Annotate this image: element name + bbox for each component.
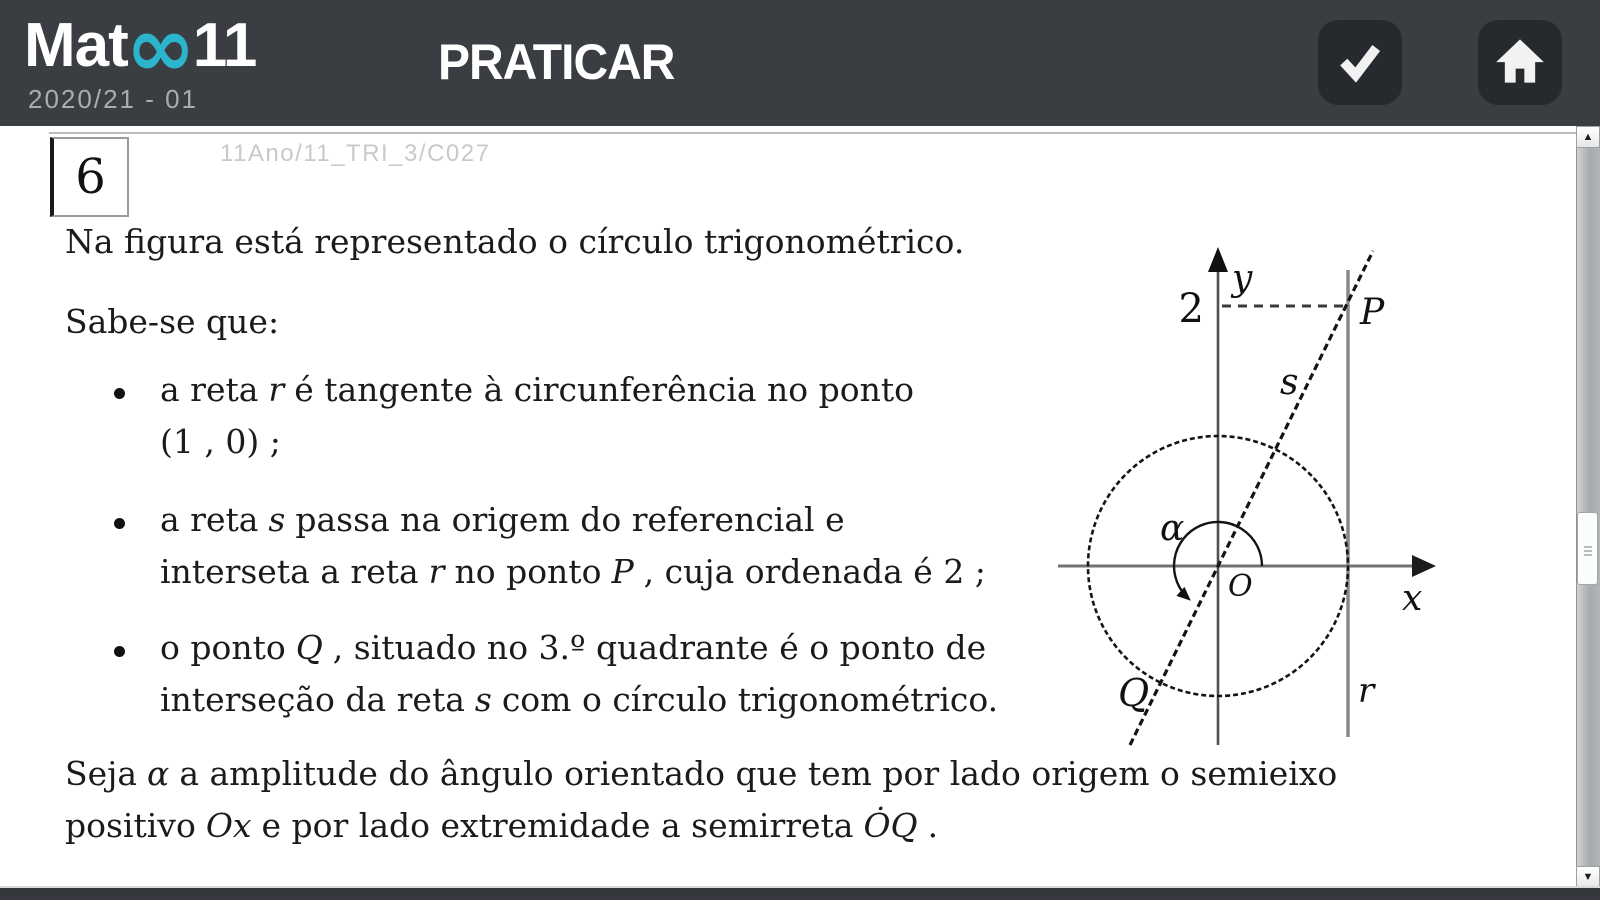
math-var-s: s [268,500,286,539]
label-alpha: α [1160,508,1185,549]
content-area [0,126,1576,886]
math-var-r: r [268,370,285,409]
closing-line-2 [65,806,938,845]
bottom-bar [0,886,1600,900]
home-button[interactable] [1478,20,1562,105]
intro-text: Na figura está representado o círculo trigonométrico. [65,222,965,261]
label-r: r [1358,671,1375,711]
bullet-1-line-2 [160,422,281,461]
y-axis-arrow [1208,247,1228,272]
x-axis-arrow [1412,555,1436,577]
scroll-up-button[interactable] [1576,126,1600,148]
text-segment: é tangente à circunferência no ponto [294,370,915,409]
session-label: 2020/21 - 01 [28,84,199,114]
question-code: 11Ano/11_TRI_3/C027 [220,140,491,167]
label-y-axis: y [1232,258,1253,299]
infinity-icon: ∞ [125,0,195,96]
math-var-Ox: Ox [205,806,252,845]
text-segment: , cuja ordenada é 2 ; [643,552,986,591]
math-var-r: r [428,552,445,591]
scrollbar-track[interactable] [1576,148,1600,866]
page-title: PRATICAR [438,35,675,91]
text-segment: no ponto [454,552,602,591]
label-Q: Q [1118,671,1150,715]
app-header [0,0,1600,126]
question-number: 6 [75,149,106,205]
bullet-3-line-2 [160,680,998,719]
up-arrow-icon: ▲ [1582,130,1594,143]
text-segment: . [927,806,939,845]
down-arrow-icon: ▼ [1582,870,1594,883]
math-var-OQ-ray: ȮQ [863,806,918,845]
math-var-s: s [474,680,492,719]
text-segment: (1 , 0) ; [160,422,281,461]
text-segment: passa na origem do referencial e [295,500,845,539]
text-segment: , situado no 3.º quadrante é o ponto de [332,628,987,667]
closing-line-1 [65,754,1337,793]
bullet-2-line-1 [160,500,845,539]
label-x-axis: x [1402,578,1423,619]
text-segment: e por lado extremidade a semirreta [261,806,854,845]
label-s: s [1280,362,1299,403]
vertical-scrollbar [1576,126,1600,888]
text-segment: com o círculo trigonométrico. [501,680,999,719]
given-label: Sabe-se que: [65,302,280,341]
text-segment: a amplitude do ângulo orientado que tem por lado origem o semieixo [179,754,1338,793]
content-top-divider [49,132,1576,134]
trig-circle-figure [1030,240,1450,752]
label-P: P [1360,292,1385,333]
scrollbar-grip [1584,544,1592,556]
question-number-box [50,137,129,217]
logo-mat: Mat [24,11,128,80]
home-icon [1494,35,1546,90]
app-logo [24,0,257,96]
math-var-P: P [611,552,634,591]
text-segment: a reta [160,370,259,409]
line-s [1130,251,1373,745]
text-segment: interseção da reta [160,680,465,719]
bullet-1-line-1 [160,370,914,409]
label-two: 2 [1178,286,1204,332]
scroll-down-button[interactable] [1576,866,1600,888]
math-var-alpha: α [147,754,170,793]
text-segment: positivo [65,806,196,845]
text-segment: a reta [160,500,259,539]
scrollbar-thumb[interactable] [1577,512,1598,585]
label-O: O [1228,569,1253,604]
bullet-3-line-1 [160,628,986,667]
check-button[interactable] [1318,20,1402,105]
text-segment: Seja [65,754,138,793]
math-var-Q: Q [295,628,323,667]
bullet-2-line-2 [160,552,986,591]
logo-eleven: 11 [192,11,257,80]
check-icon [1334,35,1386,90]
text-segment: o ponto [160,628,286,667]
text-segment: interseta a reta [160,552,419,591]
